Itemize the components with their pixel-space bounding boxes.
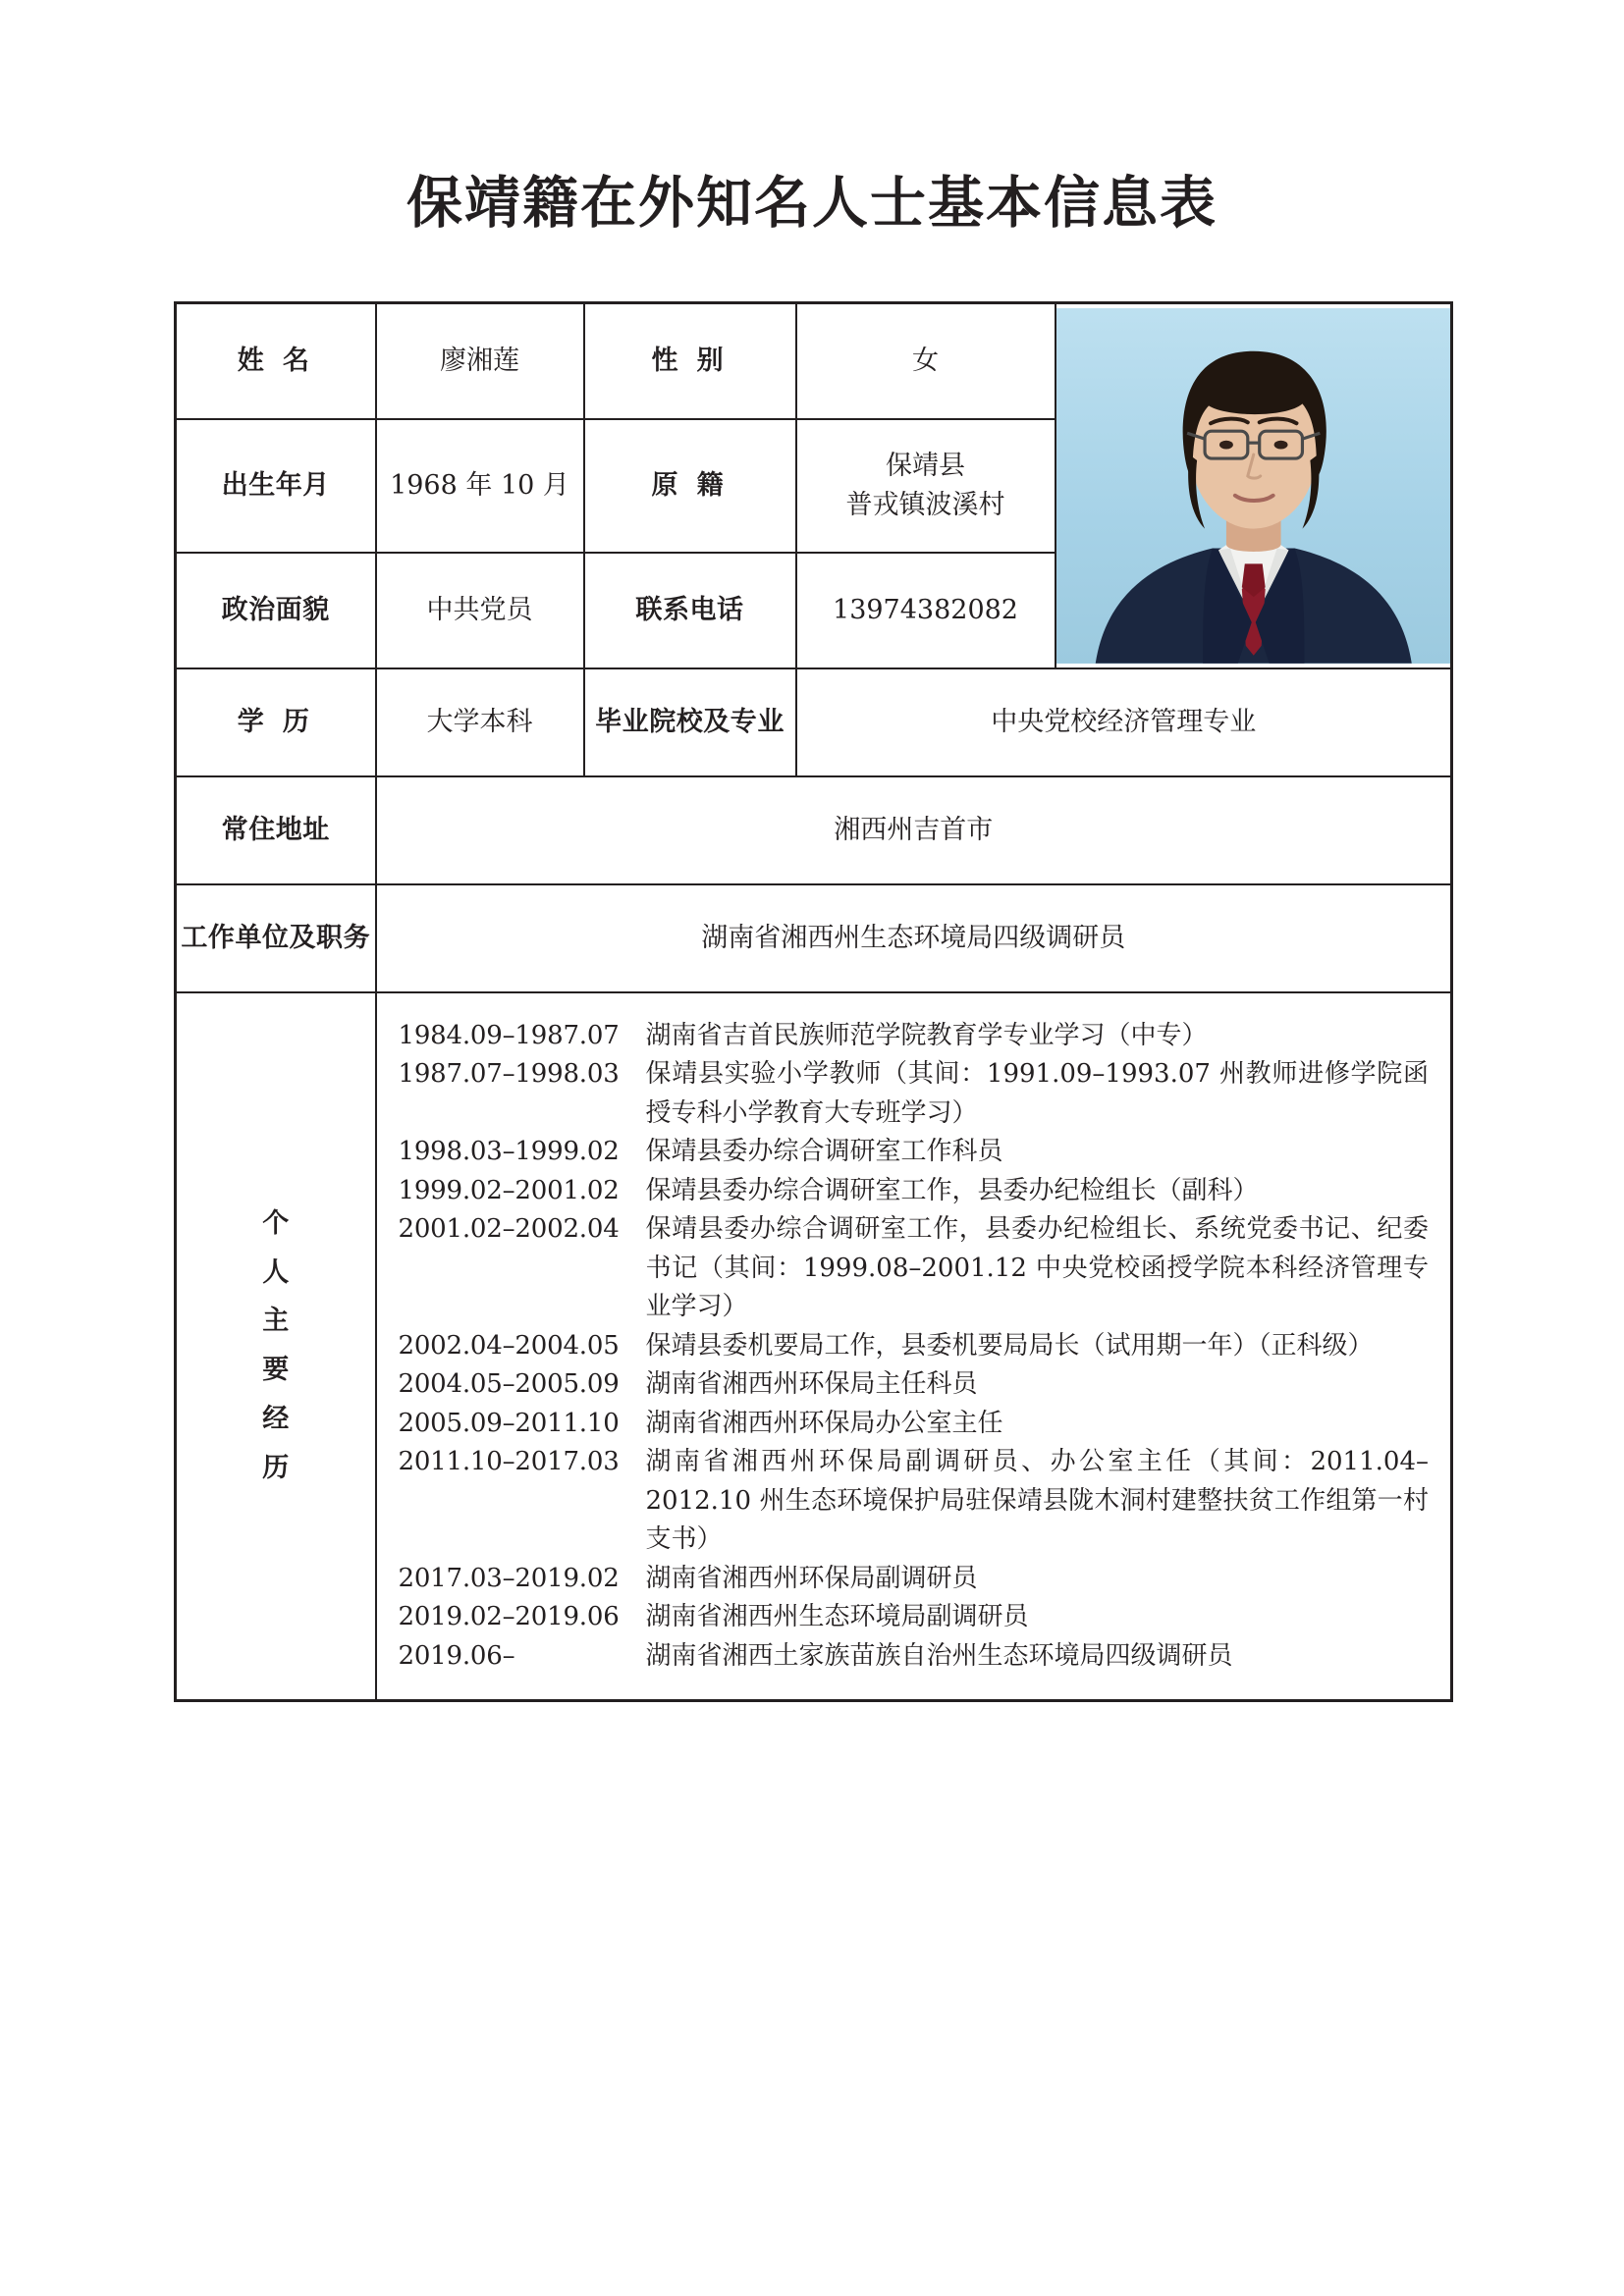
- label-education: 学 历: [176, 668, 376, 776]
- value-work-unit: 湖南省湘西州生态环境局四级调研员: [376, 884, 1452, 992]
- experience-period: 2002.04–2004.05: [398, 1330, 620, 1361]
- experience-description: 湖南省吉首民族师范学院教育学专业学习（中专）: [645, 1020, 1208, 1050]
- experience-description: 保靖县委办综合调研室工作科员: [645, 1137, 1003, 1167]
- experience-item: [399, 1017, 1430, 1056]
- experience-item: [399, 1327, 1430, 1366]
- experience-item: [399, 1560, 1430, 1599]
- table-row-education: [176, 668, 1452, 776]
- value-gender: 女: [796, 303, 1056, 419]
- experience-item: [399, 1598, 1430, 1637]
- label-political-status: 政治面貌: [176, 553, 376, 668]
- label-experience-char-5: 历: [262, 1453, 290, 1484]
- experience-item: [399, 1210, 1430, 1327]
- experience-item: [399, 1637, 1430, 1677]
- experience-period: 1999.02–2001.02: [398, 1175, 620, 1205]
- label-birth: 出生年月: [176, 419, 376, 553]
- experience-description: 保靖县委办综合调研室工作，县委办纪检组长、系统党委书记、纪委书记（其间：1999.08–2001.12 中央党校函授学院本科经济管理专业学习）: [645, 1214, 1429, 1322]
- experience-period: 2019.06–: [398, 1640, 515, 1671]
- personal-info-table-container: [174, 301, 1450, 1702]
- experience-period: 2005.09–2011.10: [398, 1408, 620, 1438]
- experience-description: 湖南省湘西州环保局副调研员: [645, 1563, 978, 1593]
- value-native-place: [796, 419, 1056, 553]
- label-phone: 联系电话: [584, 553, 796, 668]
- label-experience: [177, 1200, 375, 1494]
- experience-period: 2011.10–2017.03: [398, 1447, 620, 1477]
- table-row-name: [176, 303, 1452, 419]
- label-name: 姓 名: [176, 303, 376, 419]
- experience-period: 1998.03–1999.02: [398, 1137, 620, 1167]
- value-phone: 13974382082: [796, 553, 1056, 668]
- experience-list: [399, 1017, 1430, 1677]
- value-political-status: 中共党员: [376, 553, 584, 668]
- label-experience-char-1: 人: [262, 1256, 290, 1288]
- table-row-residence: [176, 776, 1452, 884]
- experience-list-cell: [376, 992, 1452, 1701]
- experience-description: 湖南省湘西州环保局办公室主任: [645, 1408, 1003, 1438]
- value-native-place-line2: 普戎镇波溪村: [845, 489, 1005, 520]
- experience-description: 保靖县实验小学教师（其间：1991.09–1993.07 州教师进修学院函授专科小学教育大专班学习）: [645, 1059, 1429, 1128]
- experience-period: 2019.02–2019.06: [398, 1602, 620, 1632]
- experience-description: 保靖县委办综合调研室工作，县委办纪检组长（副科）: [645, 1175, 1259, 1205]
- experience-description: 湖南省湘西州生态环境局副调研员: [645, 1602, 1029, 1632]
- experience-period: 2001.02–2002.04: [398, 1214, 620, 1245]
- experience-item: [399, 1365, 1430, 1405]
- experience-description: 湖南省湘西州环保局主任科员: [645, 1369, 978, 1400]
- experience-period: 1984.09–1987.07: [398, 1020, 620, 1050]
- label-experience-char-2: 主: [262, 1306, 290, 1337]
- label-experience-char-4: 经: [262, 1404, 290, 1435]
- value-name: 廖湘莲: [376, 303, 584, 419]
- label-work-unit: 工作单位及职务: [176, 884, 376, 992]
- portrait-photo: [1056, 308, 1451, 664]
- experience-period: 2004.05–2005.09: [398, 1369, 620, 1400]
- experience-item: [399, 1443, 1430, 1560]
- experience-period: 2017.03–2019.02: [398, 1563, 620, 1593]
- value-education: 大学本科: [376, 668, 584, 776]
- label-experience-char-3: 要: [262, 1355, 290, 1386]
- value-native-place-line1: 保靖县: [886, 451, 965, 482]
- photo-cell: [1056, 303, 1452, 668]
- value-school-major: 中央党校经济管理专业: [796, 668, 1452, 776]
- experience-item: [399, 1172, 1430, 1211]
- experience-item: [399, 1055, 1430, 1133]
- label-native-place: 原 籍: [584, 419, 796, 553]
- experience-description: 湖南省湘西土家族苗族自治州生态环境局四级调研员: [645, 1640, 1233, 1671]
- experience-description: 保靖县委机要局工作，县委机要局局长（试用期一年）（正科级）: [645, 1330, 1374, 1361]
- experience-item: [399, 1405, 1430, 1444]
- label-experience-cell: [176, 992, 376, 1701]
- personal-info-table: [174, 301, 1453, 1702]
- page-title: 保靖籍在外知名人士基本信息表: [406, 170, 1218, 236]
- table-row-experience: [176, 992, 1452, 1701]
- portrait-photo-illustration: [1056, 308, 1451, 664]
- label-experience-char-0: 个: [262, 1207, 290, 1239]
- experience-period: 1987.07–1998.03: [398, 1059, 620, 1090]
- table-row-work-unit: [176, 884, 1452, 992]
- label-school-major: 毕业院校及专业: [584, 668, 796, 776]
- experience-item: [399, 1133, 1430, 1172]
- value-residence: 湘西州吉首市: [376, 776, 1452, 884]
- label-gender: 性 别: [584, 303, 796, 419]
- label-residence: 常住地址: [176, 776, 376, 884]
- value-birth: 1968 年 10 月: [376, 419, 584, 553]
- experience-description: 湖南省湘西州环保局副调研员、办公室主任（其间：2011.04–2012.10 州生态环境保护局驻保靖县陇木洞村建整扶贫工作组第一村支书）: [645, 1447, 1429, 1555]
